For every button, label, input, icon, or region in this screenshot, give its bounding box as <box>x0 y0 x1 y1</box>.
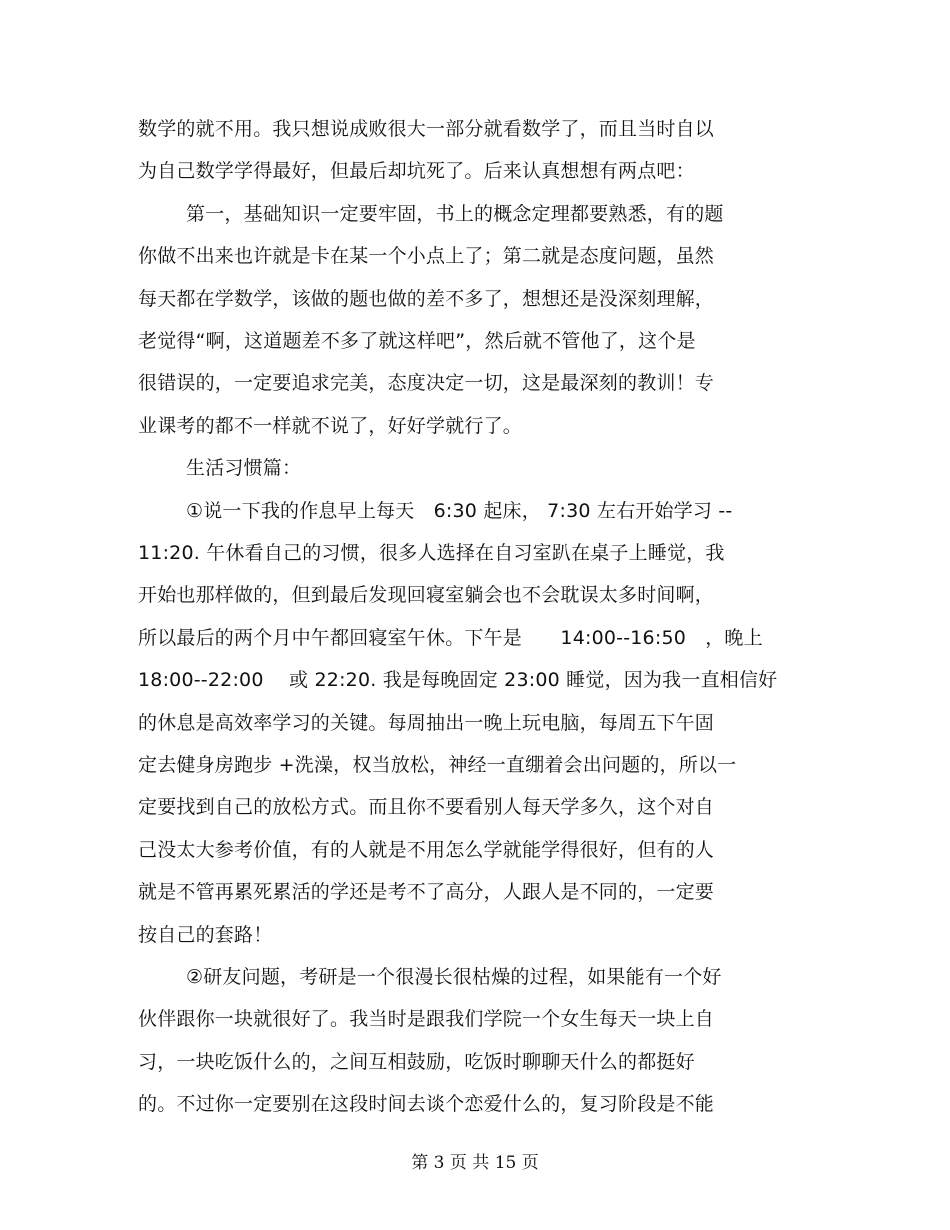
body-line: 己没太大参考价值，有的人就是不用怎么学就能学得很好，但有的人 <box>138 839 715 861</box>
body-line: 业课考的都不一样就不说了，好好学就行了。 <box>138 415 523 437</box>
body-line: 伙伴跟你一块就很好了。我当时是跟我们学院一个女生每天一块上自 <box>138 1008 715 1030</box>
body-line: 习，一块吃饭什么的，之间互相鼓励，吃饭时聊聊天什么的都挺好 <box>138 1051 695 1073</box>
body-line: 每天都在学数学，该做的题也做的差不多了，想想还是没深刻理解， <box>138 288 715 310</box>
body-line: 按自己的套路！ <box>138 924 273 946</box>
body-line: 为自己数学学得最好，但最后却坑死了。后来认真想想有两点吧： <box>138 160 695 182</box>
body-line: 第一，基础知识一定要牢固，书上的概念定理都要熟悉，有的题 <box>186 203 724 225</box>
body-line: 老觉得“啊，这道题差不多了就这样吧”，然后就不管他了，这个是 <box>138 330 696 352</box>
body-line: 定要找到自己的放松方式。而且你不要看别人每天学多久，这个对自 <box>138 796 715 818</box>
body-line: 定去健身房跑步 +洗澡，权当放松，神经一直绷着会出问题的，所以一 <box>138 754 737 776</box>
body-line: 就是不管再累死累活的学还是考不了高分，人跟人是不同的，一定要 <box>138 881 715 903</box>
body-line: 很错误的，一定要追求完美，态度决定一切，这是最深刻的教训！专 <box>138 372 715 394</box>
body-line: 开始也那样做的，但到最后发现回寝室躺会也不会耽误太多时间啊， <box>138 584 715 606</box>
section-heading: 生活习惯篇： <box>186 457 302 479</box>
body-line: ②研友问题，考研是一个很漫长很枯燥的过程，如果能有一个好 <box>186 966 722 988</box>
body-line: ①说一下我的作息早上每天 6:30 起床， 7:30 左右开始学习 -- <box>186 500 733 522</box>
page-number-footer: 第 3 页 共 15 页 <box>411 1153 539 1173</box>
body-line: 你做不出来也许就是卡在某一个小点上了；第二就是态度问题，虽然 <box>138 245 715 267</box>
body-line: 所以最后的两个月中午都回寝室午休。下午是 14:00--16:50 ，晚上 <box>138 627 763 649</box>
body-line: 的。不过你一定要别在这段时间去谈个恋爱什么的，复习阶段是不能 <box>138 1093 715 1115</box>
body-line: 数学的就不用。我只想说成败很大一部分就看数学了，而且当时自以 <box>138 118 715 140</box>
body-line: 的休息是高效率学习的关键。每周抽出一晚上玩电脑，每周五下午固 <box>138 712 715 734</box>
body-line: 11:20. 午休看自己的习惯，很多人选择在自习室趴在桌子上睡觉，我 <box>138 542 725 564</box>
body-line: 18:00--22:00 或 22:20. 我是每晚固定 23:00 睡觉，因为我一直相信好 <box>138 669 778 691</box>
